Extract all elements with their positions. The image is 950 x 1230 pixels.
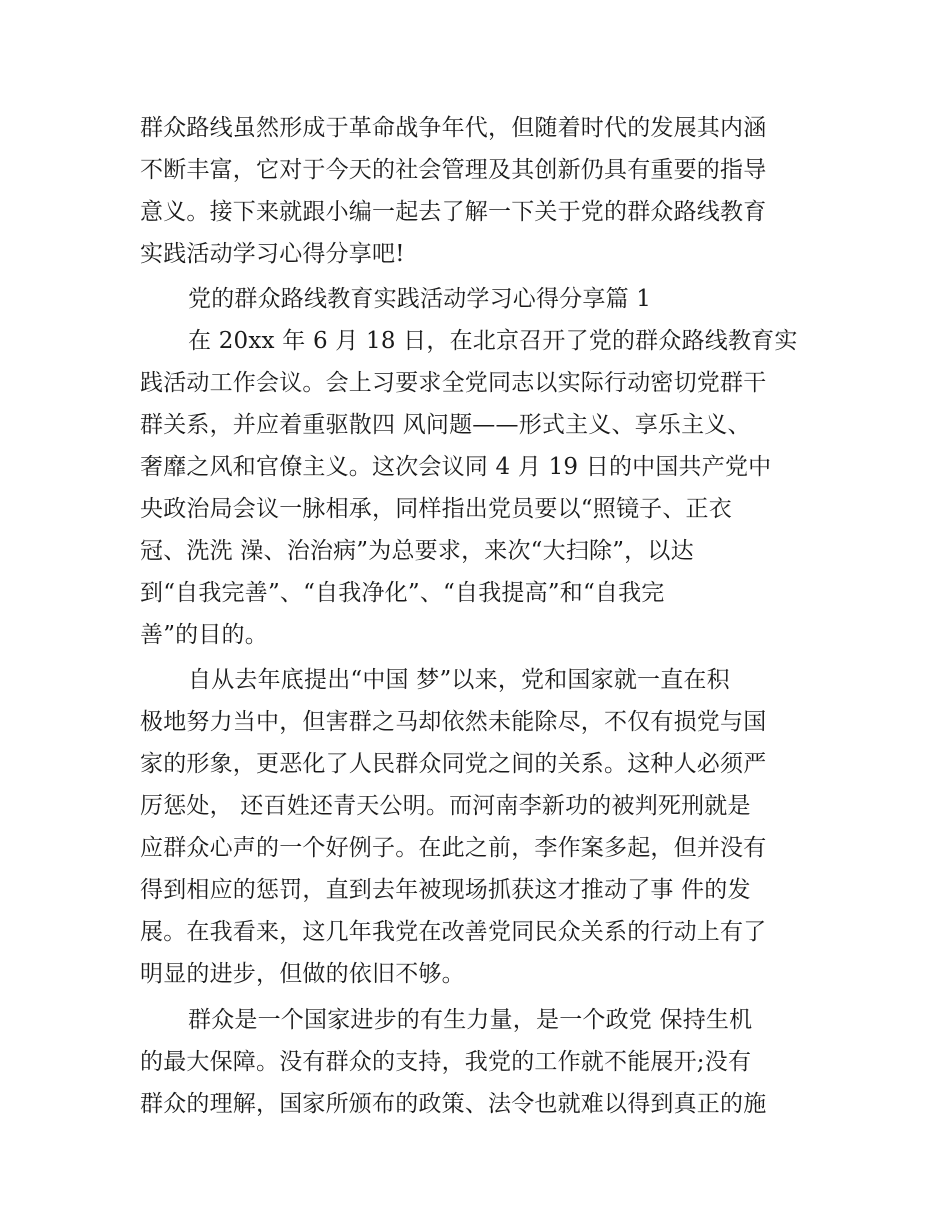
paragraph-line: 的最大保障。没有群众的支持，我党的工作就不能展开;没有 [140,1049,752,1075]
paragraph-line: 践活动工作会议。会上习要求全党同志以实际行动密切党群干 [140,370,767,396]
paragraph-line: 在 20xx 年 6 月 18 日，在北京召开了党的群众路线教育实 [188,328,798,354]
intro-line: 不断丰富，它对于今天的社会管理及其创新仍具有重要的指导 [140,157,767,183]
paragraph-line: 到“自我完善”、“自我净化”、“自我提高”和“自我完 [140,580,665,606]
section-heading: 党的群众路线教育实践活动学习心得分享篇 1 [188,286,652,312]
paragraph-line: 极地努力当中，但害群之马却依然未能除尽，不仅有损党与国 [140,709,767,735]
paragraph-line: 央政治局会议一脉相承，同样指出党员要以“照镜子、正衣 [140,496,732,522]
paragraph-line: 奢靡之风和官僚主义。这次会议同 4 月 19 日的中国共产党中 [140,454,772,480]
paragraph-line: 自从去年底提出“中国 梦”以来，党和国家就一直在积 [188,667,730,693]
paragraph-line: 展。在我看来，这几年我党在改善党同民众关系的行动上有了 [140,919,767,945]
paragraph-line: 冠、洗洗 澡、治治病”为总要求，来次“大扫除”，以达 [140,538,694,564]
paragraph-line: 明显的进步，但做的依旧不够。 [140,961,465,987]
paragraph-line: 得到相应的惩罚，直到去年被现场抓获这才推动了事 件的发 [140,877,751,903]
paragraph-line: 善”的目的。 [140,622,268,648]
intro-line: 意义。接下来就跟小编一起去了解一下关于党的群众路线教育 [140,199,767,225]
intro-line: 实践活动学习心得分享吧! [140,241,405,267]
paragraph-line: 群众是一个国家进步的有生力量，是一个政党 保持生机 [188,1007,753,1033]
paragraph-line: 群关系，并应着重驱散四 风问题——形式主义、享乐主义、 [140,412,751,438]
paragraph-line: 厉惩处， 还百姓还青天公明。而河南李新功的被判死刑就是 [140,793,751,819]
paragraph-line: 应群众心声的一个好例子。在此之前，李作案多起，但并没有 [140,835,767,861]
paragraph-line: 家的形象，更恶化了人民群众同党之间的关系。这种人必须严 [140,751,767,777]
paragraph-line: 群众的理解，国家所颁布的政策、法令也就难以得到真正的施 [140,1091,767,1117]
intro-line: 群众路线虽然形成于革命战争年代，但随着时代的发展其内涵 [140,115,767,141]
